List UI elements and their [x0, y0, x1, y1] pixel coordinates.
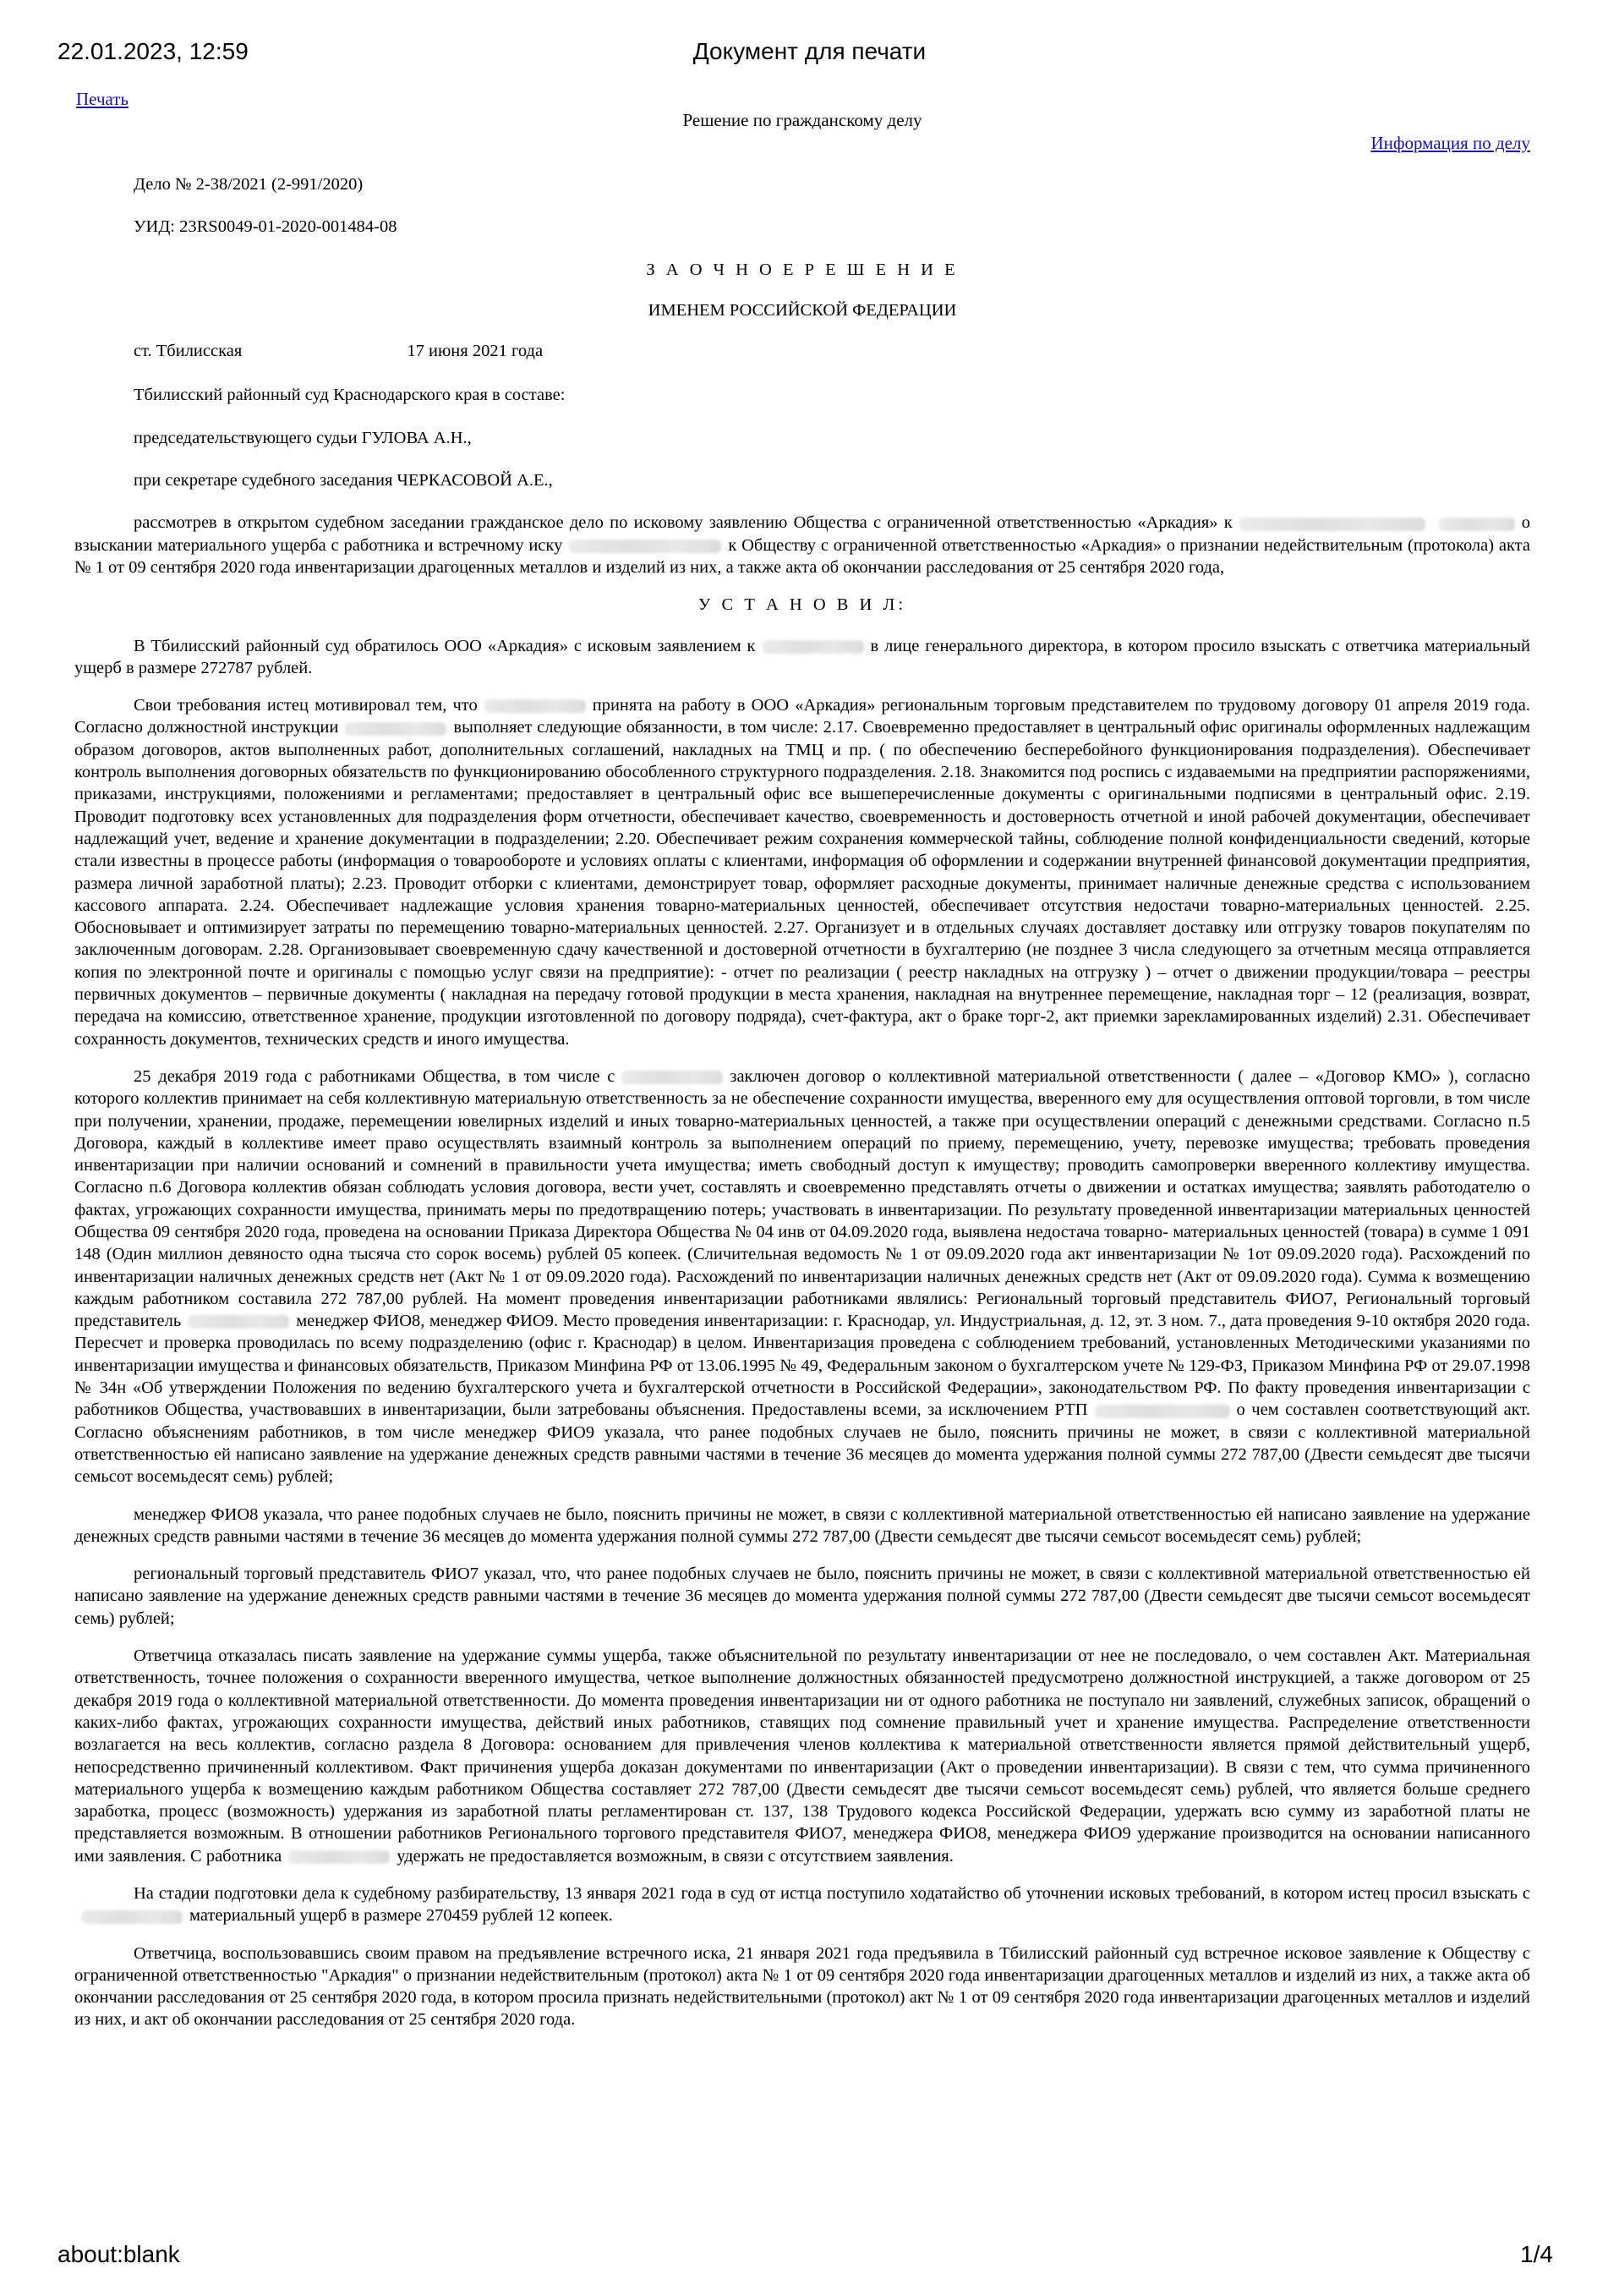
- court-secretary: при секретаре судебного заседания ЧЕРКАСОВОЙ А.Е.,: [134, 471, 553, 490]
- paragraph-text: В Тбилисский районный суд обратилось ООО «Аркадия» с исковым заявлением к: [134, 636, 756, 655]
- paragraph-text: На стадии подготовки дела к судебному разбирательству, 13 января 2021 года в суд от истца поступило ходатайство об уточнении исковых требований, в котором истец просил взыскать с: [134, 1884, 1530, 1903]
- print-page-title: Документ для печати: [692, 38, 927, 64]
- federation-heading: ИМЕНЕМ РОССИЙСКОЙ ФЕДЕРАЦИИ: [648, 300, 957, 320]
- paragraph-text: о чем составлен соответствующий акт. Согласно объяснениям работников, в том числе менеджер ФИО9 указала, что ранее подобных случаев не было, пояснить причины не может, в связи с коллективной материальной ответственностью ей написано заявление на удержание денежных средств равными частями в течение 36 месяцев до момента удержания полной суммы 272 787,00 (Двести семьдесят две тысячи семьсот восемьдесят семь) рублей;: [74, 1400, 1530, 1487]
- print-url: about:blank: [57, 2241, 180, 2267]
- redacted-name: [1439, 518, 1515, 531]
- intro-paragraph: [74, 512, 1530, 578]
- paragraph-text: менеджер ФИО8, менеджер ФИО9. Место проведения инвентаризации: г. Краснодар, ул. Индустриальная, д. 12, эт. 3 ном. 7., дата проведения 9-10 октября 2020 года. Пересчет и проверка проводилась по всему подразделению (офис г. Краснодар) в целом. Инвентаризация проведена с соблюдением требований, установленных Методическими указаниями по инвентаризации имущества и финансовых обязательств, Приказом Минфина РФ от 13.06.1995 № 49, Федеральным законом о бухгалтерском учете № 129-ФЗ, Приказом Минфина РФ от 29.07.1998 № 34н «Об утверждении Положения по ведению бухгалтерского учета и бухгалтерской отчетности в Российской Федерации», законодательством РФ. По факту проведения инвентаризации с работников Общества, участвовавших в инвентаризации, были затребованы объяснения. Предоставлены всеми, за исключением РТП: [74, 1312, 1530, 1420]
- paragraph-text: заключен договор о коллективной материальной ответственности ( далее – «Договор КМО» ), согласно которого коллектив принимает на себя коллективную материальную ответственность за не обеспечение сохранности имущества, вверенного ему для осуществления оптовой торговли, в том числе при получении, хранении, продаже, перемещении ювелирных изделий и иных товарно-материальных ценностей, а также при осуществлении операций с денежными средствами. Согласно п.5 Договора, каждый в коллективе имеет право осуществлять взаимный контроль за выполнением операций по приему, перемещению, учету, перевозке имущества; требовать проведения инвентаризации при наличии оснований и сомнений в правильности учета имущества; иметь свободный доступ к имуществу; проводить самопроверки вверенного коллективу имущества. Согласно п.6 Договора коллектив обязан соблюдать условия договора, вести учет, составлять и своевременно представлять отчеты о движении и остатках имущества; заявлять работодателю о фактах, угрожающих сохранности имущества, принимать меры по предотвращению потерь; участвовать в инвентаризации. По результату проведенной инвентаризации материальных ценностей Общества 09 сентября 2020 года, проведена на основании Приказа Директора Общества № 04 инв от 04.09.2020 года, выявлена недостача товарно- материальных ценностей (товара) в сумме 1 091 148 (Один миллион девяносто одна тысяча сто сорок восемь) рублей 05 копеек. (Сличительная ведомость № 1 от 09.09.2020 года акт инвентаризации № 1от 09.09.2020 года). Расхождений по инвентаризации наличных денежных средств нет (Акт № 1 от 09.09.2020 года). Расхождений по инвентаризации наличных денежных средств нет (Акт от 09.09.2020 года). Сумма к возмещению каждым работником составила 272 787,00 рублей. На момент проведения инвентаризации работниками являлись: Региональный торговый представитель ФИО7, Региональный торговый представитель: [74, 1066, 1530, 1331]
- redacted-name: [763, 640, 864, 654]
- paragraph-representative-fio7: региональный торговый представитель ФИО7 указал, что, что ранее подобных случаев не было, пояснить причины не может, в связи с коллективной материальной ответственностью ей написано заявление на удержание денежных средств равными частями в течение 36 месяцев до момента удержания полной суммы 272 787,00 (Двести семьдесят две тысячи семьсот восемьдесят семь) рублей;: [74, 1564, 1530, 1628]
- paragraph-manager-fio8: менеджер ФИО8 указала, что ранее подобных случаев не было, пояснить причины не может, в связи с коллективной материальной ответственностью ей написано заявление на удержание денежных средств равными частями в течение 36 месяцев до момента удержания полной суммы 272 787,00 (Двести семьдесят две тысячи семьсот восемьдесят семь) рублей;: [74, 1504, 1530, 1546]
- paragraph-text: в лице генерального директора, в котором просило взыскать с ответчика материальный ущерб в размере 272787 рублей.: [74, 636, 1530, 677]
- paragraph-text: материальный ущерб в размере 270459 рублей 12 копеек.: [189, 1906, 613, 1926]
- paragraph-text: 25 декабря 2019 года с работниками Общества, в том числе с: [134, 1066, 615, 1086]
- paragraph-text: Свои требования истец мотивировал тем, что: [134, 696, 478, 715]
- redacted-name: [188, 1315, 289, 1329]
- established-heading: У С Т А Н О В И Л:: [697, 595, 907, 615]
- print-datetime: 22.01.2023, 12:59: [57, 38, 249, 64]
- redacted-name: [1095, 1405, 1230, 1418]
- decision-date: 17 июня 2021 года: [407, 342, 544, 361]
- court-place: ст. Тбилисская: [134, 342, 243, 361]
- redacted-name: [81, 1910, 183, 1924]
- court-composition: Тбилисский районный суд Краснодарского края в составе:: [134, 386, 566, 405]
- case-info-link[interactable]: Информация по делу: [1370, 133, 1530, 153]
- paragraph-counterclaim: Ответчица, воспользовавшись своим правом на предъявление встречного иска, 21 января 2021 года предъявила в Тбилисский районный суд встречное исковое заявление к Обществу с ограниченной ответственностью "Аркадия" о признании недействительным (протокол) акта № 1 от 09 сентября 2020 года инвентаризации драгоценных металлов и изделий из них, а также акта об окончании расследования от 25 сентября 2020 года, в котором просила признать недействительными (протокол) акт № 1 от 09 сентября 2020 года инвентаризации драгоценных металлов и изделий из них, и акт об окончании расследования от 25 сентября 2020 года.: [74, 1943, 1530, 2030]
- redacted-name: [345, 722, 446, 736]
- redacted-name: [1239, 518, 1425, 531]
- paragraph-text: удержать не предоставляется возможным, в связи с отсутствием заявления.: [397, 1846, 954, 1866]
- intro-text-c: к Обществу с ограниченной ответственностью «Аркадия» о признании недействительным (протокола) акта № 1 от 09 сентября 2020 года инвентаризации драгоценных металлов и изделий из них, а также акта об окончании расследования от 25 сентября 2020 года,: [74, 535, 1530, 577]
- intro-text-b: о взыскании материального ущерба с работника и встречному иску: [74, 513, 1530, 555]
- paragraph-text: Ответчица отказалась писать заявление на удержание суммы ущерба, также объяснительной по результату инвентаризации от нее не последовало, о чем составлен Акт. Материальная ответственность, точнее положения о сохранности вверенного имущества, четкое выполнение должностных обязанностей предусмотрено должностной инструкцией, а также договором от 25 декабря 2019 года о коллективной материальной ответственности. До момента проведения инвентаризации ни от одного работника не поступало ни заявлений, служебных записок, обращений о каких-либо фактах, угрожающих сохранности имущества, действий иных работников, ставящих под сомнение правильный учет и хранение имущества. Распределение ответственности возлагается на весь коллектив, согласно раздела 8 Договора: основанием для привлечения членов коллектива к материальной ответственности является прямой действительный ущерб, непосредственно причиненный коллективом. Факт причинения ущерба доказан документами по инвентаризации (Акт о проведении инвентаризации). В связи с тем, что сумма причиненного материального ущерба к возмещению каждым работником Общества составляет 272 787,00 (Двести семьдесят две тысячи семьсот восемьдесят семь) рублей, что является больше среднего заработка, процесс (возможность) удержания из заработной платы регламентирован ст. 137, 138 Трудового кодекса Российской Федерации, удержать всю сумму из заработной платы не представляется возможным. В отношении работников Регионального торгового представителя ФИО7, менеджера ФИО8, менеджера ФИО9 удержание производится на основании написанного ими заявления. С работника: [74, 1647, 1530, 1866]
- print-footer: [0, 2241, 1619, 2292]
- document-type-title: Решение по гражданскому делу: [682, 110, 922, 130]
- paragraph-contract: [74, 1066, 1530, 1488]
- print-header: [0, 0, 1619, 110]
- case-uid: УИД: 23RS0049-01-2020-001484-08: [134, 217, 397, 237]
- redacted-name: [288, 1850, 390, 1864]
- redacted-name: [569, 540, 721, 553]
- place-date-line: [74, 340, 1530, 362]
- paragraph-text: выполняет следующие обязанности, в том числе: 2.17. Своевременно предоставляет в центральный офис оригиналы оформленных надлежащим образом договоров, актов выполненных работ, дополнительных соглашений, накладных на ТМЦ и пр. ( по обеспечению бесперебойного функционирования подразделения). Обеспечивает контроль выполнения договорных обязательств по функционированию обособленного структурного подразделения. 2.18. Знакомится под роспись с издаваемыми на предприятии распоряжениями, приказами, инструкциями, положениями и регламентами; предоставляет в центральный офис все вышеперечисленные документы с оригинальными подписями в центральный офис. 2.19. Проводит подготовку всех установленных для подразделения форм отчетности, обеспечивает качество, своевременность и достоверность отчетной и иной рабочей документации, обеспечивает надлежащий учет, ведение и хранение документации в подразделении; 2.20. Обеспечивает режим сохранения коммерческой тайны, соблюдение полной конфиденциальности сведений, которые стали известны в процессе работы (информация о товарообороте и условиях оплаты с клиентами, информация об оформлении и содержании внутренней финансовой документации предприятия, размера личной заработной платы); 2.23. Проводит отборки с клиентами, демонстрирует товар, оформляет расходные документы, принимает наличные денежные средства с использованием кассового аппарата. 2.24. Обеспечивает надлежащие условия хранения товарно-материальных ценностей, обеспечивает отсутствия недостачи товарно-материальных ценностей. 2.25. Обосновывает и оптимизирует затраты по перемещению товарно-материальных ценностей. 2.27. Организует и в отдельных случаях доставляет доставку или отгрузку товаров покупателям по заключенным договорам. 2.28. Организовывает своевременную сдачу качественной и достоверной отчетности в бухгалтерию (не позднее 3 числа следующего за отчетным месяца отправляется копия по электронной почте и оригиналы с помощью услуг связи на предприятие): - отчет по реализации ( реестр накладных на отгрузку ) – отчет о движении продукции/товара – реестры первичных документов – первичные документы ( накладная на передачу готовой продукции в места хранения, накладная на внутреннее перемещение, накладная торг – 12 (реализация, возврат, передача на комиссию, ответственное хранение, продукции изготовленной по договору подряда), счет-фактура, акт о браке торг-2, акт приемки зарекламированных изделий) 2.31. Обеспечивает сохранность документов, технических средств и иного имущества.: [74, 718, 1531, 1049]
- redacted-name: [484, 699, 586, 713]
- document-body: [74, 173, 1530, 2047]
- case-number: Дело № 2-38/2021 (2-991/2020): [134, 175, 364, 194]
- print-page-number: 1/4: [1520, 2241, 1553, 2267]
- print-link[interactable]: Печать: [76, 89, 129, 109]
- intro-text-a: рассмотрев в открытом судебном заседании гражданское дело по исковому заявлению Общества с ограниченной ответственностью «Аркадия» к: [134, 513, 1233, 533]
- redacted-name: [621, 1071, 723, 1084]
- paragraph-claim: [74, 635, 1530, 680]
- paragraph-clarification: [74, 1882, 1530, 1927]
- paragraph-refusal: [74, 1645, 1530, 1867]
- paragraph-duties: [74, 694, 1530, 1050]
- paragraph-text: принята на работу в ООО «Аркадия» региональным торговым представителем по трудовому договору 01 апреля 2019 года. Согласно должностной инструкции: [74, 696, 1530, 737]
- presiding-judge: председательствующего судьи ГУЛОВА А.Н.,: [134, 428, 472, 447]
- decision-heading: З А О Ч Н О Е Р Е Ш Е Н И Е: [646, 260, 959, 279]
